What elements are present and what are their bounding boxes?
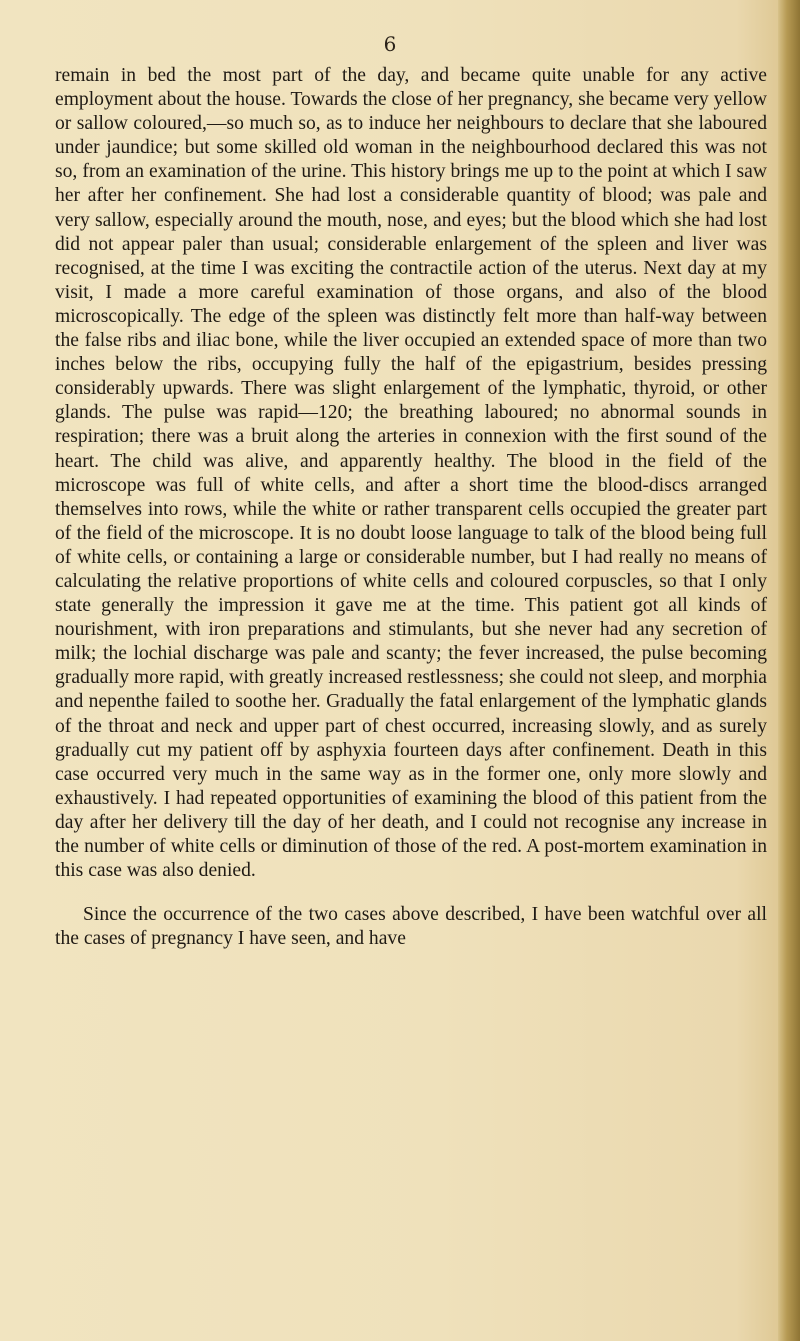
- page-number: 6: [383, 32, 397, 56]
- body-text: [55, 64, 767, 951]
- paragraph-case-history: remain in bed the most part of the day, and became quite unable for any active employment about the house. Towards the close of her pregnancy, she became very yellow or sallow coloured,—so much so, as to induce her neighbours to declare that she laboured under jaundice; but some skilled old woman in the neighbourhood declared this was not so, from an examination of the urine. This history brings me up to the point at which I saw her after her confinement. She had lost a considerable quantity of blood; was pale and very sallow, especially around the mouth, nose, and eyes; but the blood which she had lost did not appear paler than usual; considerable enlargement of the spleen and liver was recognised, at the time I was exciting the contractile action of the uterus. Next day at my visit, I made a more careful examination of those organs, and also of the blood microscopically. The edge of the spleen was distinctly felt more than half-way between the false ribs and iliac bone, while the liver occupied an extended space of more than two inches below the ribs, occupying fully the half of the epigastrium, besides pressing considerably upwards. There was slight enlargement of the lymphatic, thyroid, or other glands. The pulse was rapid—120; the breathing laboured; no abnormal sounds in respiration; there was a bruit along the arteries in connexion with the first sound of the heart. The child was alive, and apparently healthy. The blood in the field of the microscope was full of white cells, and after a short time the blood-discs arranged themselves into rows, while the white or rather transparent cells occupied the greater part of the field of the microscope. It is no doubt loose language to talk of the blood being full of white cells, or containing a large or considerable number, but I had really no means of calculating the relative proportions of white cells and coloured corpuscles, so that I only state generally the impression it gave me at the time. This patient got all kinds of nourishment, with iron preparations and stimulants, but she never had any secretion of milk; the lochial discharge was pale and scanty; the fever increased, the pulse becoming gradually more rapid, with greatly increased restlessness; she could not sleep, and morphia and nepenthe failed to soothe her. Gradually the fatal enlargement of the lymphatic glands of the throat and neck and upper part of chest occurred, increasing slowly, and as surely gradually cut my patient off by asphyxia fourteen days after confinement. Death in this case occurred very much in the same way as in the former one, only more slowly and exhaustively. I had repeated opportunities of examining the blood of this patient from the day after her delivery till the day of her death, and I could not recognise any increase in the number of white cells or diminution of those of the red. A post-mortem examination in this case was also denied.: [55, 65, 767, 882]
- paragraph-since-occurrence: Since the occurrence of the two cases above described, I have been watchful over all the cases of pregnancy I have seen, and have: [55, 904, 767, 950]
- page-binding-edge: [778, 0, 800, 1341]
